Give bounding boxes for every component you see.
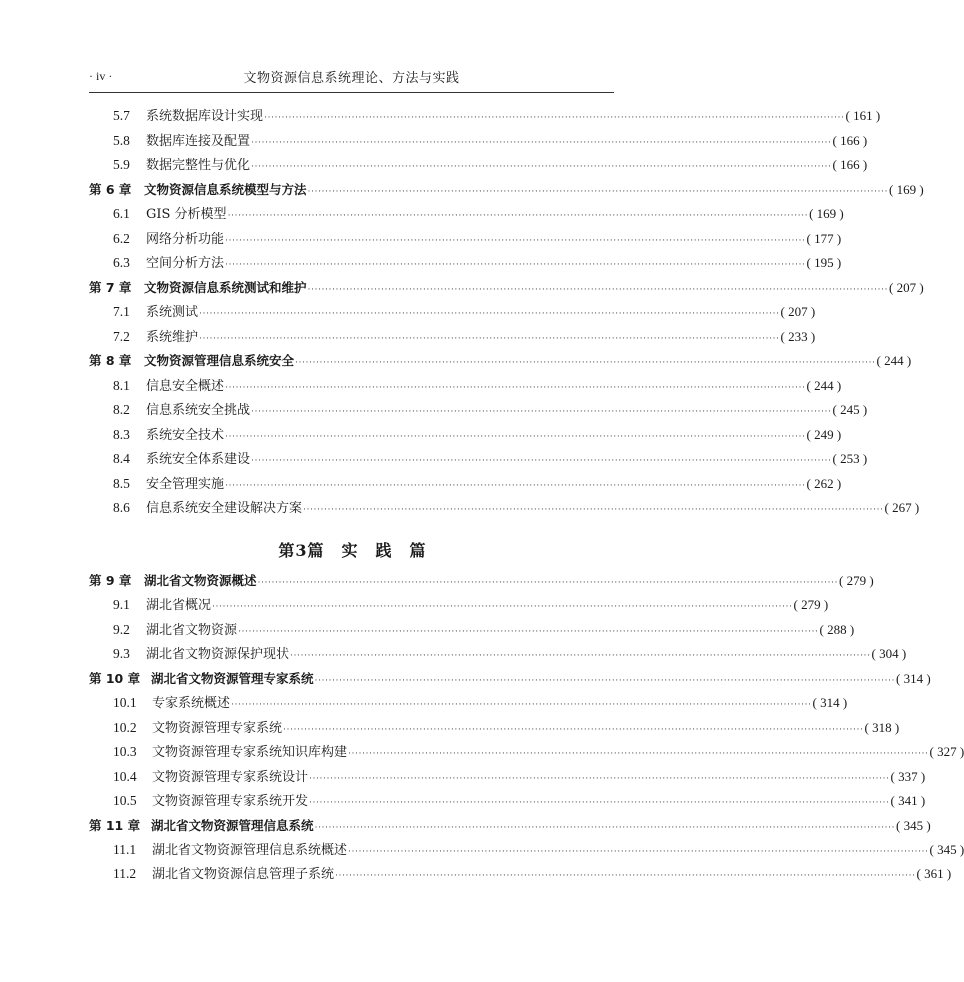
toc-section-entry[interactable]: [89, 375, 842, 397]
entry-title: 文物资源管理专家系统开发: [152, 794, 309, 810]
entry-page: ( 267 ): [884, 500, 920, 515]
toc-section-entry[interactable]: [89, 448, 868, 470]
entry-number: 9.1: [113, 597, 130, 613]
toc-section-entry[interactable]: [89, 228, 842, 250]
entry-page: ( 161 ): [845, 108, 881, 123]
dot-leader: ······································································································································································: [283, 723, 864, 734]
entry-page: ( 262 ): [806, 475, 842, 491]
entry-title: 安全管理实施: [146, 476, 225, 492]
toc-section-entry[interactable]: [89, 130, 868, 152]
entry-number: 9.3: [113, 646, 130, 662]
page-number: · iv ·: [89, 69, 113, 83]
entry-title: 湖北省文物资源管理专家系统: [151, 670, 314, 686]
entry-title: 湖北省文物资源保护现状: [146, 647, 290, 663]
dot-leader: ······································································································································································: [348, 748, 929, 759]
dot-leader: ······································································································································································: [225, 430, 806, 441]
dot-leader: ······································································································································································: [251, 455, 832, 465]
toc-chapter-entry[interactable]: [89, 668, 931, 690]
entry-page: ( 253 ): [832, 451, 868, 466]
entry-page: ( 279 ): [839, 573, 874, 588]
entry-number: 6.2: [113, 230, 130, 246]
entry-number: 10.5: [113, 793, 137, 809]
toc-section-entry[interactable]: [89, 105, 881, 127]
toc-section-entry[interactable]: [89, 839, 964, 861]
entry-number: 8.1: [113, 377, 130, 393]
dot-leader: ······································································································································································: [295, 357, 876, 367]
entry-page: ( 207 ): [780, 304, 816, 319]
toc-section-entry[interactable]: [89, 790, 926, 812]
dot-leader: ······································································································································································: [199, 332, 780, 343]
entry-title: 文物资源管理信息系统安全: [144, 353, 295, 368]
entry-title: 文物资源管理专家系统知识库构建: [152, 745, 348, 761]
entry-title: 系统安全体系建设: [146, 452, 251, 467]
dot-leader: ······································································································································································: [307, 185, 889, 196]
dot-leader: ······································································································································································: [199, 308, 780, 318]
dot-leader: ······································································································································································: [212, 601, 793, 612]
entry-page: ( 327 ): [929, 744, 964, 760]
toc-section-entry[interactable]: [89, 252, 842, 274]
entry-page: ( 304 ): [871, 646, 907, 662]
toc-section-entry[interactable]: [89, 717, 900, 739]
dot-leader: ······································································································································································: [303, 504, 884, 514]
toc-section-entry[interactable]: [89, 619, 855, 641]
dot-leader: ······································································································································································: [225, 234, 806, 245]
dot-leader: ······································································································································································: [251, 161, 832, 171]
entry-title: 文物资源信息系统测试和维护: [144, 279, 307, 295]
toc-section-entry[interactable]: [89, 594, 829, 616]
entry-title: 湖北省概况: [146, 598, 212, 614]
dot-leader: ······································································································································································: [335, 870, 916, 881]
entry-title: 系统维护: [146, 329, 199, 345]
toc-chapter-entry[interactable]: [89, 350, 912, 372]
entry-page: ( 288 ): [819, 621, 855, 637]
toc-chapter-entry[interactable]: [89, 179, 924, 201]
dot-leader: ······································································································································································: [314, 674, 896, 685]
entry-title: 信息安全概述: [146, 378, 225, 394]
entry-number: 7.2: [113, 328, 130, 344]
entry-title: 信息系统安全建设解决方案: [146, 501, 303, 516]
dot-leader: ······································································································································································: [264, 112, 845, 122]
entry-page: ( 345 ): [896, 817, 931, 833]
dot-leader: ······································································································································································: [231, 699, 812, 710]
entry-title: 湖北省文物资源: [146, 622, 238, 638]
entry-title: 空间分析方法: [146, 256, 225, 271]
entry-number: 8.5: [113, 475, 130, 491]
dot-leader: ······································································································································································: [314, 821, 896, 832]
toc-section-entry[interactable]: [89, 203, 844, 225]
toc-section-entry[interactable]: [89, 326, 816, 348]
entry-number: 9.2: [113, 621, 130, 637]
entry-title: 专家系统概述: [152, 696, 231, 712]
entry-number: 10.3: [113, 744, 137, 760]
entry-title: 系统测试: [146, 305, 199, 320]
entry-page: ( 169 ): [809, 206, 844, 221]
dot-leader: ······································································································································································: [225, 479, 806, 490]
entry-number: 6.3: [113, 255, 130, 270]
entry-number: 5.9: [113, 157, 130, 172]
entry-title: 文物资源管理专家系统: [152, 720, 283, 736]
dot-leader: ······································································································································································: [225, 381, 806, 392]
dot-leader: ······································································································································································: [257, 577, 839, 587]
entry-page: ( 233 ): [780, 328, 816, 344]
entry-title: 信息系统安全挑战: [146, 403, 251, 418]
entry-number: 10.2: [113, 719, 137, 735]
entry-number: 8.6: [113, 500, 130, 515]
entry-number: 第 8 章: [89, 353, 132, 368]
toc-section-entry[interactable]: [89, 399, 868, 421]
entry-number: 8.3: [113, 426, 130, 442]
toc-chapter-entry[interactable]: [89, 570, 874, 592]
entry-number: 10.4: [113, 768, 137, 784]
toc-section-entry[interactable]: [89, 473, 842, 495]
entry-page: ( 314 ): [896, 670, 931, 686]
toc-section-entry[interactable]: [89, 424, 842, 446]
entry-number: 第 6 章: [89, 181, 132, 197]
entry-title: 数据库连接及配置: [146, 133, 251, 149]
toc-section-entry[interactable]: [89, 154, 868, 176]
entry-page: ( 244 ): [876, 353, 912, 368]
toc-section-entry[interactable]: [89, 741, 964, 763]
entry-number: 第 10 章: [89, 670, 141, 686]
entry-number: 第 9 章: [89, 573, 132, 588]
entry-number: 11.2: [113, 866, 137, 882]
toc-section-entry[interactable]: [89, 643, 907, 665]
entry-page: ( 195 ): [806, 255, 842, 270]
entry-page: ( 207 ): [889, 279, 924, 295]
dot-leader: ······································································································································································: [290, 650, 871, 661]
entry-page: ( 166 ): [832, 157, 868, 172]
entry-number: 5.7: [113, 108, 130, 123]
entry-page: ( 361 ): [916, 866, 952, 882]
entry-title: 网络分析功能: [146, 231, 225, 247]
dot-leader: ······································································································································································: [348, 845, 929, 856]
entry-title: 文物资源管理专家系统设计: [152, 769, 309, 785]
dot-leader: ······································································································································································: [309, 797, 890, 808]
toc-section-entry[interactable]: [89, 692, 848, 714]
entry-page: ( 279 ): [793, 597, 829, 613]
entry-page: ( 314 ): [812, 695, 848, 711]
dot-leader: ······································································································································································: [307, 283, 889, 294]
running-title: 文物资源信息系统理论、方法与实践: [243, 71, 460, 86]
entry-number: 7.1: [113, 304, 130, 319]
entry-page: ( 341 ): [890, 793, 926, 809]
entry-page: ( 318 ): [864, 719, 900, 735]
toc-section-entry[interactable]: [89, 766, 926, 788]
entry-title: 数据完整性与优化: [146, 158, 251, 173]
entry-page: ( 249 ): [806, 426, 842, 442]
entry-number: 10.1: [113, 695, 137, 711]
running-header: [89, 66, 614, 93]
entry-page: ( 169 ): [889, 181, 924, 197]
entry-number: 第 7 章: [89, 279, 132, 295]
entry-page: ( 177 ): [806, 230, 842, 246]
entry-number: 11.1: [113, 841, 137, 857]
dot-leader: ······································································································································································: [251, 406, 832, 416]
entry-title: 系统安全技术: [146, 427, 225, 443]
entry-page: ( 345 ): [929, 841, 964, 857]
dot-leader: ······································································································································································: [238, 625, 819, 636]
entry-title: 湖北省文物资源管理信息系统概述: [152, 842, 348, 858]
dot-leader: ······································································································································································: [309, 772, 890, 783]
entry-page: ( 337 ): [890, 768, 926, 784]
dot-leader: ······································································································································································: [227, 210, 809, 220]
entry-title: 湖北省文物资源管理信息系统: [151, 817, 314, 833]
entry-number: 8.2: [113, 402, 130, 417]
entry-page: ( 166 ): [832, 132, 868, 148]
dot-leader: ······································································································································································: [251, 136, 832, 147]
entry-title: 湖北省文物资源概述: [144, 573, 257, 588]
entry-title: 文物资源信息系统模型与方法: [144, 181, 307, 197]
entry-page: ( 244 ): [806, 377, 842, 393]
entry-title: 系统数据库设计实现: [146, 109, 264, 124]
toc-section-entry[interactable]: [89, 301, 816, 323]
part-title: 第3篇 实 践 篇: [278, 541, 427, 560]
entry-number: 5.8: [113, 132, 130, 148]
entry-number: 6.1: [113, 206, 130, 221]
entry-title: 湖北省文物资源信息管理子系统: [152, 867, 335, 883]
entry-number: 8.4: [113, 451, 130, 466]
entry-number: 第 11 章: [89, 817, 141, 833]
toc-chapter-entry[interactable]: [89, 815, 931, 837]
entry-title: GIS 分析模型: [146, 207, 227, 222]
entry-page: ( 245 ): [832, 402, 868, 417]
dot-leader: ······································································································································································: [225, 259, 806, 269]
toc-section-entry[interactable]: [89, 497, 920, 519]
toc-chapter-entry[interactable]: [89, 277, 924, 299]
toc-section-entry[interactable]: [89, 863, 952, 885]
